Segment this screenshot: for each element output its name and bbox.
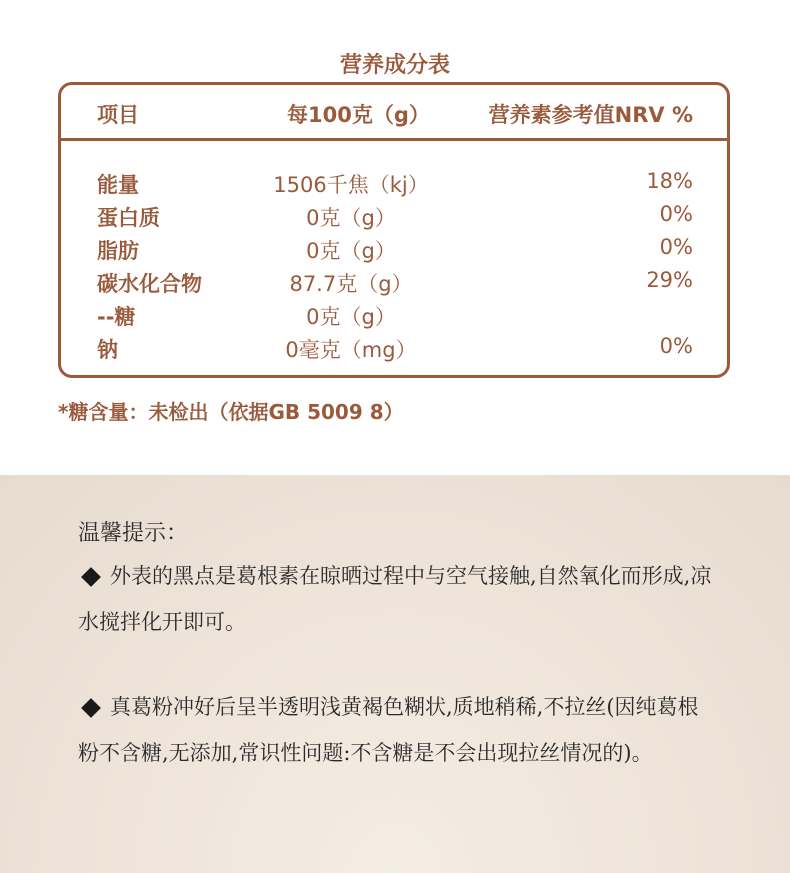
tip-text: 外表的黑点是葛根素在晾晒过程中与空气接触,自然氧化而形成,凉水搅拌化开即可。 xyxy=(78,564,712,634)
tip-item xyxy=(78,553,718,645)
nutrition-table xyxy=(58,82,730,378)
row-name: 脂肪 xyxy=(97,239,139,263)
header-item: 项目 xyxy=(97,103,139,127)
row-nrv: 18% xyxy=(646,169,693,193)
header-nrv: 营养素参考值NRV % xyxy=(488,103,693,127)
row-value: 0毫克（mg） xyxy=(285,338,417,362)
table-row xyxy=(61,202,727,235)
table-row xyxy=(61,268,727,301)
row-value: 1506千焦（kj） xyxy=(273,173,429,197)
table-row xyxy=(61,334,727,367)
row-nrv: 0% xyxy=(659,202,693,226)
sugar-note: *糖含量：未检出（依据GB 5009 8） xyxy=(58,400,404,424)
row-value: 0克（g） xyxy=(306,239,396,263)
header-per100: 每100克（g） xyxy=(287,103,430,127)
row-nrv: 0% xyxy=(659,334,693,358)
table-row xyxy=(61,301,727,334)
row-name: 钠 xyxy=(97,338,118,362)
tip-text: 真葛粉冲好后呈半透明浅黄褐色糊状,质地稍稀,不拉丝(因纯葛根粉不含糖,无添加,常识性问题:不含糖是不会出现拉丝情况的)。 xyxy=(78,695,699,765)
tip-item xyxy=(78,684,718,776)
row-value: 0克（g） xyxy=(306,305,396,329)
table-row xyxy=(61,169,727,202)
row-name: 蛋白质 xyxy=(97,206,160,230)
tips-title: 温馨提示： xyxy=(78,521,189,546)
nutrition-title: 营养成分表 xyxy=(339,53,450,78)
row-name: --糖 xyxy=(97,305,136,329)
header-divider xyxy=(61,138,727,141)
diamond-bullet-icon xyxy=(81,698,101,718)
row-nrv: 0% xyxy=(659,235,693,259)
table-row xyxy=(61,235,727,268)
row-name: 能量 xyxy=(97,173,139,197)
row-name: 碳水化合物 xyxy=(97,272,202,296)
diamond-bullet-icon xyxy=(81,567,101,587)
row-value: 0克（g） xyxy=(306,206,396,230)
row-nrv: 29% xyxy=(646,268,693,292)
row-value: 87.7克（g） xyxy=(289,272,413,296)
